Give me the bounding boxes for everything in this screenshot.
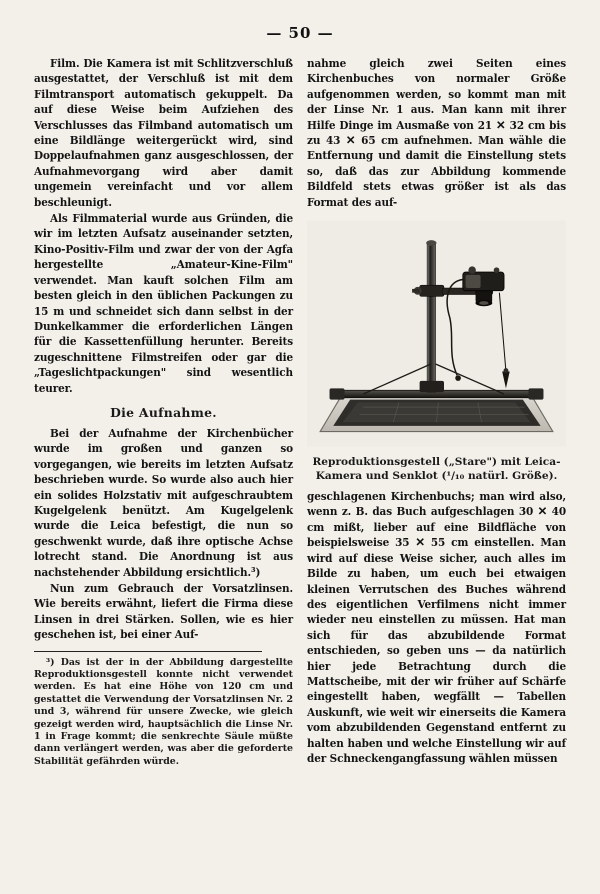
- left-column: [34, 56, 293, 862]
- figure-caption: Reproduktionsgestell („Stare") mit Leica-Kamera und Senklot (¹/₁₀ natürl. Größe).: [312, 456, 561, 483]
- two-column-layout: [0, 42, 600, 862]
- paragraph: Als Filmmaterial wurde aus Gründen, die wir im letzten Aufsatz auseinander setzten, Kino-Positiv-Film und zwar der von der Agfa hergestellte „Amateur-Kine-Film" verwendet. Man kauft solchen Film am besten gleich in den üblichen Packungen zu 15 m und schneidet sich dann selbst in der Dunkelkammer die erforderlichen Längen für die Kassettenfüllung herunter. Bereits zugeschnittene Filmstreifen oder gar die „Tageslichtpackungen" sind wesentlich teurer.: [34, 211, 293, 395]
- figure: [307, 216, 566, 483]
- paragraph: Bei der Aufnahme der Kirchenbücher wurde im großen und ganzen so vorgegangen, wie bereits im letzten Aufsatz beschrieben wurde. So wurde also auch hier ein solides Holzstativ mit aufgeschraubtem Kugelgelenk benützt. Am Kugelgelenk wurde die Leica befestigt, die nun so geschwenkt wurde, daß ihre optische Achse lotrecht stand. Die Anordnung ist aus nachstehender Abbildung ersichtlich.³): [34, 425, 293, 579]
- page-number: — 50 —: [266, 24, 334, 42]
- footnote-divider: [34, 651, 262, 652]
- right-column: [307, 56, 566, 862]
- paragraph: geschlagenen Kirchenbuchs; man wird also, wenn z. B. das Buch aufgeschlagen 30 ✕ 40 cm mißt, lieber auf eine Bildfläche von beispielsweise 35 ✕ 55 cm einstellen. Man wird auf diese Weise sicher, auch alles im Bilde zu haben, um euch bei etwaigen kleinen Verrutschen des Buches während des eigentlichen Verfilmens nicht immer wieder neu einstellen zu müssen. Hat man sich für das abzubildende Format entschieden, so geben uns — da natürlich hier jede Betrachtung durch die Mattscheibe, mit der wir früher auf Schärfe eingestellt haben, wegfällt — Tabellen Auskunft, wie weit wir einerseits die Kamera vom abzubildenden Gegenstand entfernt zu halten haben und welche Einstellung wir auf der Schneckengangfassung wählen müssen: [307, 489, 566, 765]
- paragraph: Film. Die Kamera ist mit Schlitzverschluß ausgestattet, der Verschluß ist mit dem Filmtransport automatisch gekuppelt. Da auf diese Weise beim Aufziehen des Verschlusses das Filmband automatisch um eine Bildlänge weitergerückt wird, sind Doppelaufnahmen ganz ausgeschlossen, der Aufnahmevorgang wird aber damit ungemein vereinfacht und vor allem beschleunigt.: [34, 56, 293, 209]
- paragraph: Nun zum Gebrauch der Vorsatzlinsen. Wie bereits erwähnt, liefert die Firma diese Linsen in drei Stärken. Sollen, wie es hier geschehen ist, bei einer Auf-: [34, 581, 293, 642]
- section-subheading: Die Aufnahme.: [110, 404, 217, 420]
- paragraph: nahme gleich zwei Seiten eines Kirchenbuches von normaler Größe aufgenommen werden, so kommt man mit der Linse Nr. 1 aus. Man kann mit ihrer Hilfe Dinge im Ausmaße von 21 ✕ 32 cm bis zu 43 ✕ 65 cm aufnehmen. Man wähle die Entfernung und damit die Einstellung stets so, daß das zur Abbildung kommende Bildfeld stets etwas größer ist als das Format des auf-: [307, 56, 566, 209]
- footnote: ³) Das ist der in der Abbildung dargestellte Reproduktionsgestell konnte nicht verwendet werden. Es hat eine Höhe von 120 cm und gestattet die Verwendung der Vorsatzlinsen Nr. 2 und 3, während für unsere Zwecke, wie gleich gezeigt werden wird, hauptsächlich die Linse Nr. 1 in Frage kommt; die senkrechte Säule müßte dann verlängert werden, was aber die geforderte Stabilität gefährden würde.: [34, 656, 293, 767]
- reproduction-stand-photo: [307, 216, 566, 451]
